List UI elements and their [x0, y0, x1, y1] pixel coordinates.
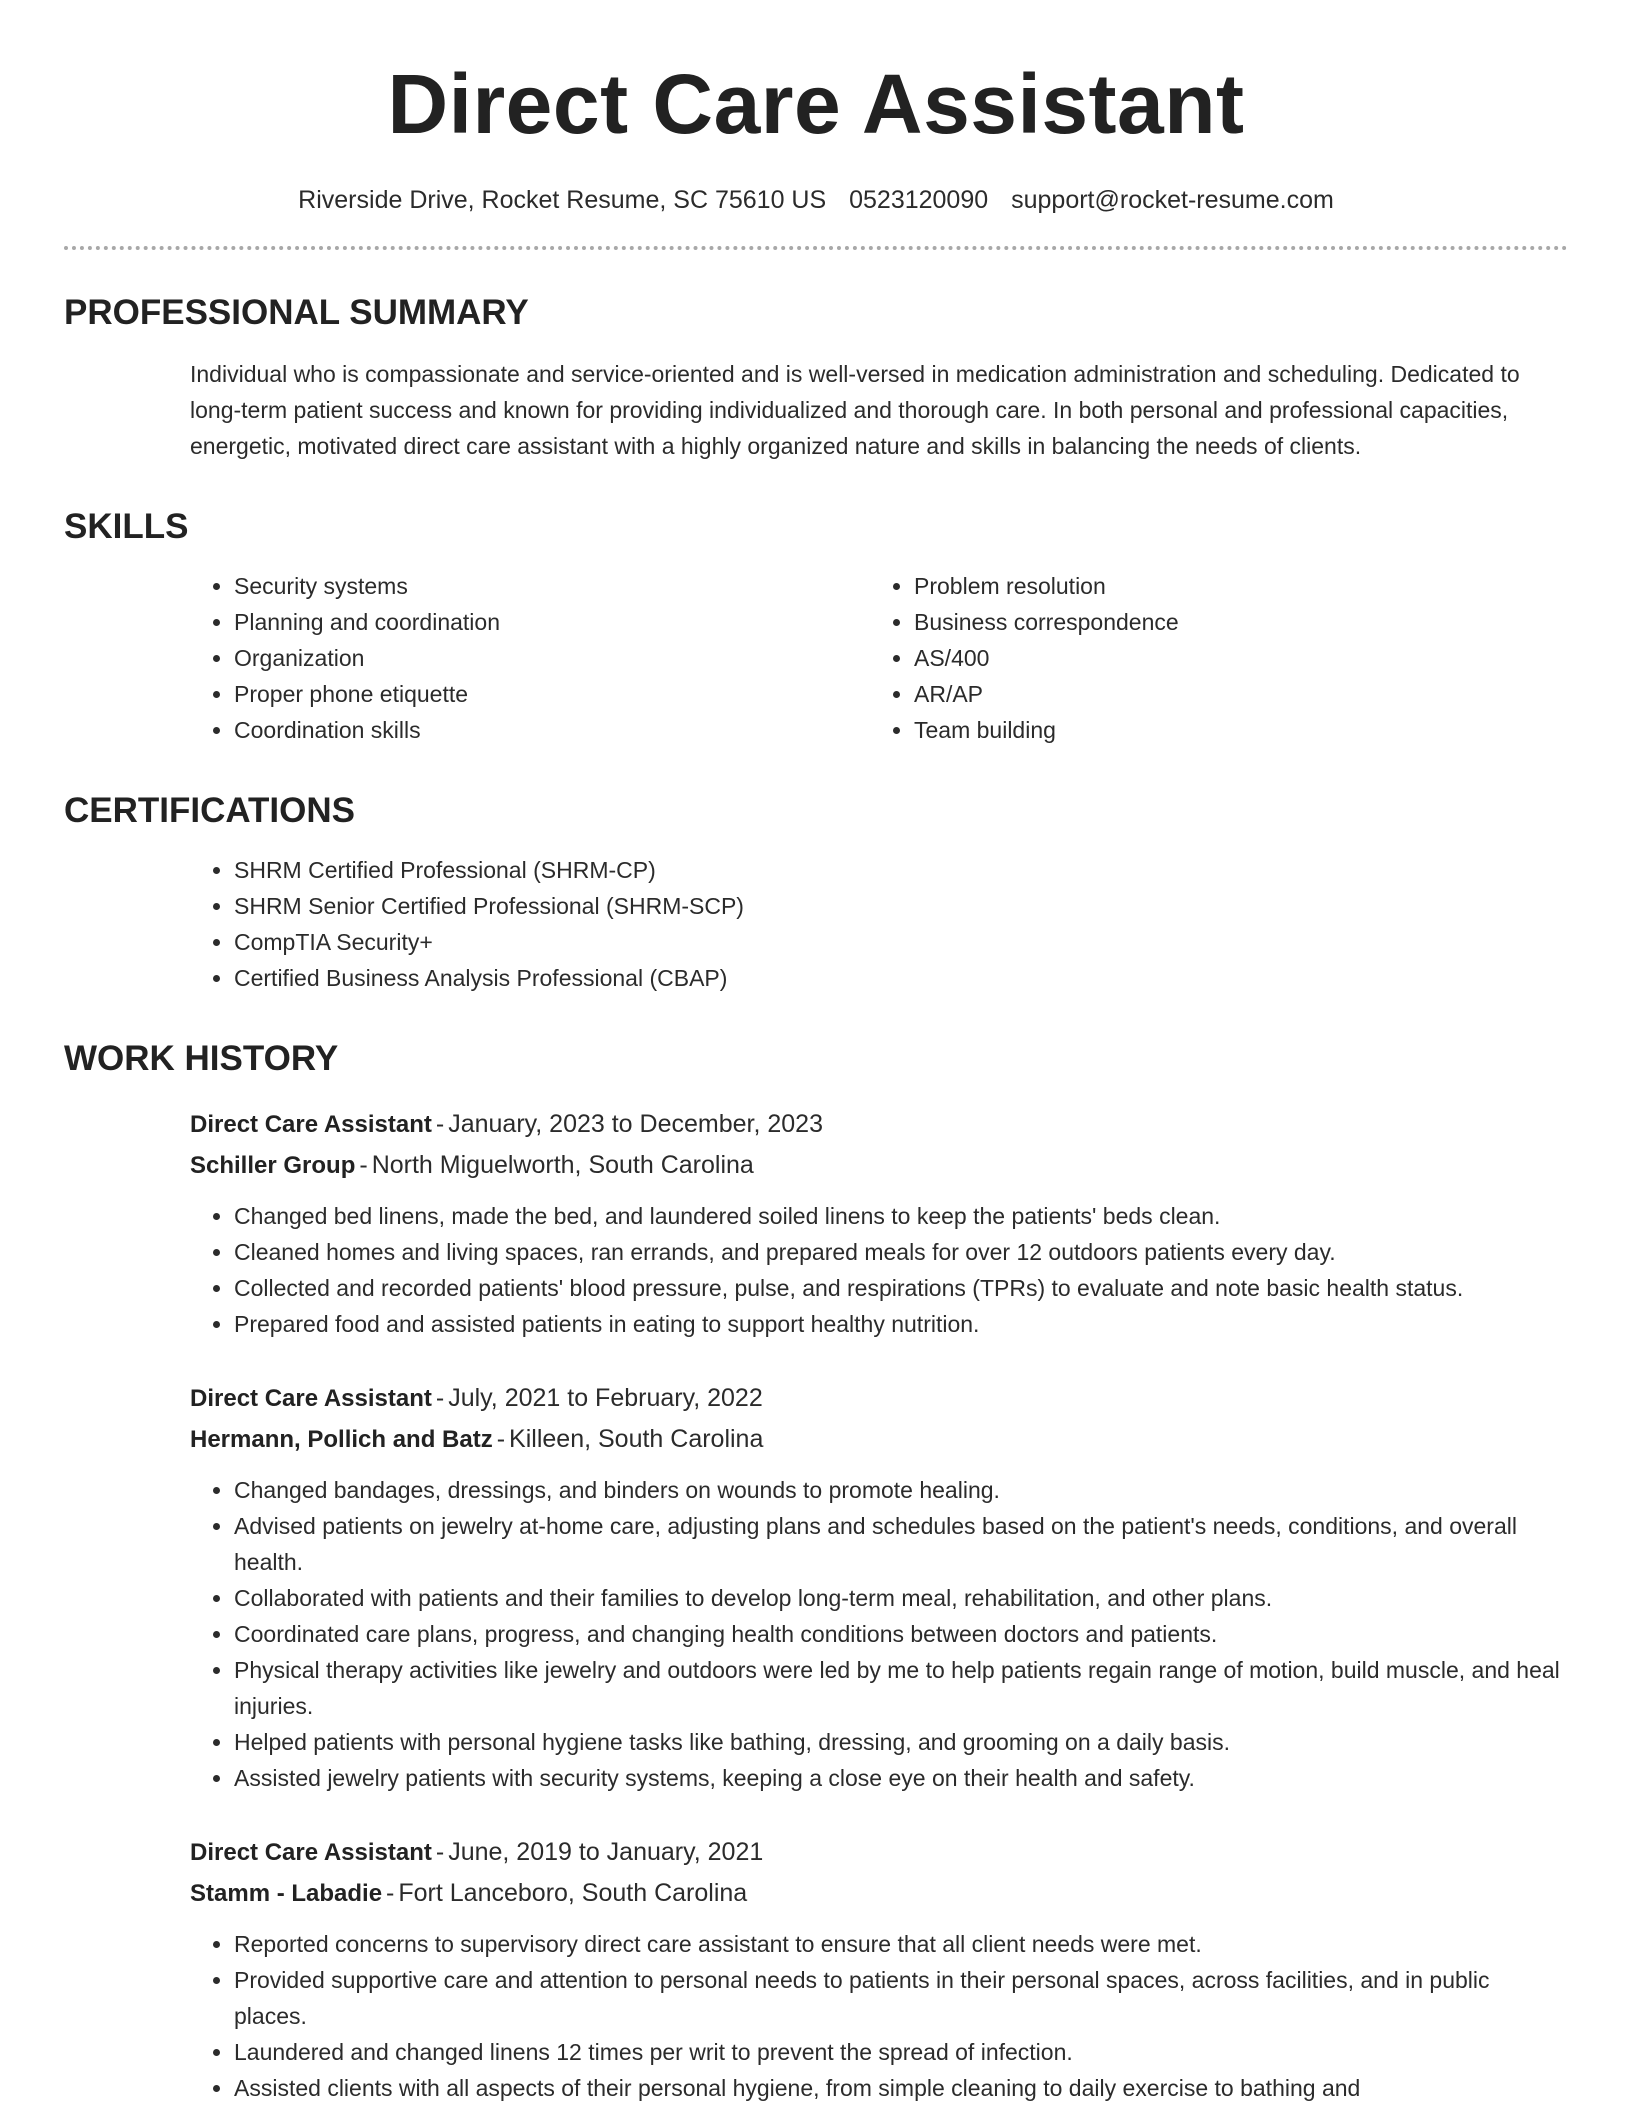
- job-company-line: Stamm - Labadie - Fort Lanceboro, South Carolina: [190, 1879, 748, 1907]
- summary-section: [190, 356, 1568, 464]
- skill-item: • Coordination skills: [234, 712, 870, 748]
- skill-item: • Problem resolution: [914, 568, 1550, 604]
- job-bullet: • Laundered and changed linens 12 times per writ to prevent the spread of infection.: [234, 2034, 1568, 2070]
- job-bullets: [190, 1926, 1568, 2106]
- skill-item: • AR/AP: [914, 676, 1550, 712]
- certification-item: • Certified Business Analysis Professional (CBAP): [234, 960, 1568, 996]
- header-divider: [64, 246, 1568, 250]
- job-role: Direct Care Assistant: [190, 1839, 432, 1866]
- job-company-line: Hermann, Pollich and Batz - Killeen, South Carolina: [190, 1425, 764, 1453]
- job-bullets: [190, 1472, 1568, 1796]
- job-bullets: [190, 1198, 1568, 1342]
- work-history-heading: WORK HISTORY: [64, 1039, 339, 1078]
- job-bullet: • Advised patients on jewelry at-home care, adjusting plans and schedules based on the patient's needs, conditions, and overall health.: [234, 1508, 1568, 1580]
- skill-item: • Planning and coordination: [234, 604, 870, 640]
- job-company: Hermann, Pollich and Batz: [190, 1426, 493, 1453]
- job-bullet: • Assisted jewelry patients with security systems, keeping a close eye on their health and safety.: [234, 1760, 1568, 1796]
- skill-item: • Proper phone etiquette: [234, 676, 870, 712]
- skills-column-right: [870, 568, 1550, 748]
- job-dates: June, 2019 to January, 2021: [448, 1838, 764, 1866]
- resume-page: [64, 0, 1568, 2106]
- contact-phone: 0523120090: [849, 186, 989, 214]
- job-location: North Miguelworth, South Carolina: [371, 1151, 754, 1179]
- job-bullet: • Cleaned homes and living spaces, ran errands, and prepared meals for over 12 outdoors patients every day.: [234, 1234, 1568, 1270]
- work-history-section: [190, 1104, 1568, 2106]
- job-bullet: • Collected and recorded patients' blood pressure, pulse, and respirations (TPRs) to evaluate and note basic health status.: [234, 1270, 1568, 1306]
- job-bullet: • Collaborated with patients and their families to develop long-term meal, rehabilitation, and other plans.: [234, 1580, 1568, 1616]
- skill-item: • Organization: [234, 640, 870, 676]
- job-title-line: Direct Care Assistant - July, 2021 to February, 2022: [190, 1384, 763, 1412]
- job-bullet: • Assisted clients with all aspects of their personal hygiene, from simple cleaning to daily exercise to bathing and: [234, 2070, 1568, 2106]
- skill-item: • Security systems: [234, 568, 870, 604]
- job-bullet: • Coordinated care plans, progress, and changing health conditions between doctors and patients.: [234, 1616, 1568, 1652]
- job-role: Direct Care Assistant: [190, 1111, 432, 1138]
- contact-address: Riverside Drive, Rocket Resume, SC 75610 US: [298, 186, 827, 214]
- job-role: Direct Care Assistant: [190, 1385, 432, 1412]
- job-title-line: Direct Care Assistant - January, 2023 to December, 2023: [190, 1110, 823, 1138]
- job-entry: [190, 1832, 1568, 2106]
- job-dates: July, 2021 to February, 2022: [448, 1384, 763, 1412]
- job-company: Schiller Group: [190, 1152, 356, 1179]
- job-bullet: • Provided supportive care and attention to personal needs to patients in their personal spaces, across facilities, and in public places.: [234, 1962, 1568, 2034]
- certification-item: • CompTIA Security+: [234, 924, 1568, 960]
- skills-list-right: [870, 568, 1550, 748]
- job-entry: [190, 1378, 1568, 1796]
- job-entry: [190, 1104, 1568, 1342]
- job-title-line: Direct Care Assistant - June, 2019 to January, 2021: [190, 1838, 764, 1866]
- contact-line: [64, 184, 1568, 216]
- job-dates: January, 2023 to December, 2023: [448, 1110, 823, 1138]
- job-bullet: • Changed bed linens, made the bed, and laundered soiled linens to keep the patients' beds clean.: [234, 1198, 1568, 1234]
- job-company-line: Schiller Group - North Miguelworth, South Carolina: [190, 1151, 754, 1179]
- page-title: Direct Care Assistant: [387, 57, 1245, 151]
- summary-heading: PROFESSIONAL SUMMARY: [64, 293, 529, 332]
- skill-item: • AS/400: [914, 640, 1550, 676]
- skills-section: [190, 568, 1568, 748]
- job-location: Fort Lanceboro, South Carolina: [398, 1879, 748, 1907]
- certifications-list: [190, 852, 1568, 996]
- skill-item: • Business correspondence: [914, 604, 1550, 640]
- certification-item: • SHRM Certified Professional (SHRM-CP): [234, 852, 1568, 888]
- job-location: Killeen, South Carolina: [509, 1425, 764, 1453]
- job-bullet: • Changed bandages, dressings, and binders on wounds to promote healing.: [234, 1472, 1568, 1508]
- skills-list-left: [190, 568, 870, 748]
- skills-heading: SKILLS: [64, 507, 189, 546]
- certifications-section: [190, 852, 1568, 996]
- job-company: Stamm - Labadie: [190, 1880, 383, 1907]
- job-bullet: • Helped patients with personal hygiene tasks like bathing, dressing, and grooming on a daily basis.: [234, 1724, 1568, 1760]
- contact-email: support@rocket-resume.com: [1011, 186, 1334, 214]
- job-bullet: • Physical therapy activities like jewelry and outdoors were led by me to help patients regain range of motion, build muscle, and heal injuries.: [234, 1652, 1568, 1724]
- skills-column-left: [190, 568, 870, 748]
- job-bullet: • Reported concerns to supervisory direct care assistant to ensure that all client needs were met.: [234, 1926, 1568, 1962]
- job-bullet: • Prepared food and assisted patients in eating to support healthy nutrition.: [234, 1306, 1568, 1342]
- certifications-heading: CERTIFICATIONS: [64, 791, 356, 830]
- summary-text: Individual who is compassionate and service-oriented and is well-versed in medication administration and scheduling. Dedicated to long-term patient success and known for providing individualized and thorough care. In both personal and professional capacities, energetic, motivated direct care assistant with a highly organized nature and skills in balancing the needs of clients.: [190, 361, 1520, 459]
- certification-item: • SHRM Senior Certified Professional (SHRM-SCP): [234, 888, 1568, 924]
- skill-item: • Team building: [914, 712, 1550, 748]
